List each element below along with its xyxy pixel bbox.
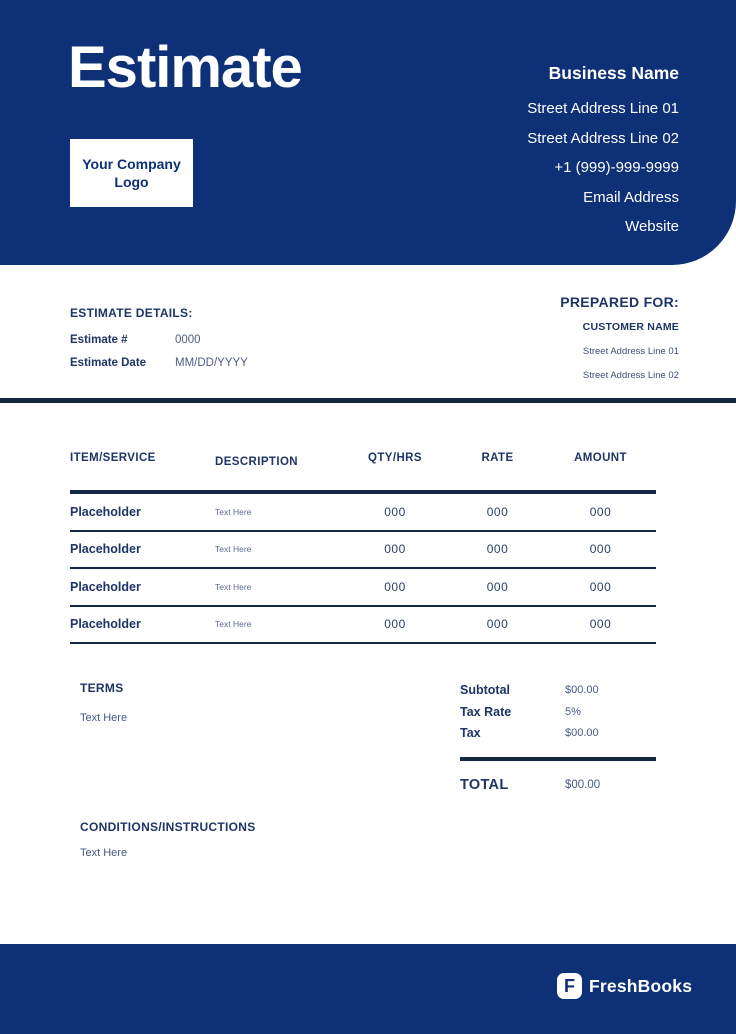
totals-block: [460, 680, 656, 793]
estimate-details-block: [70, 306, 248, 374]
terms-heading: TERMS: [80, 681, 124, 695]
rate-cell: 000: [486, 579, 509, 594]
business-address-line-2: Street Address Line 02: [527, 129, 679, 147]
qty-cell: 000: [384, 542, 406, 557]
table-row: [70, 532, 656, 570]
subtotal-label: Subtotal: [460, 683, 510, 697]
description-cell: Text Here: [215, 581, 252, 592]
subtotal-value: $00.00: [565, 684, 599, 696]
description-cell: Text Here: [215, 506, 252, 517]
tax-rate-value: 5%: [565, 705, 581, 718]
customer-address-line-2: Street Address Line 02: [582, 370, 679, 381]
footer-banner: [0, 944, 736, 1034]
page-title: Estimate: [68, 35, 302, 100]
business-name: Business Name: [548, 63, 679, 83]
estimate-date-label: Estimate Date: [70, 356, 147, 369]
business-email: Email Address: [583, 188, 679, 206]
description-cell: Text Here: [215, 544, 252, 555]
rate-cell: 000: [486, 542, 509, 557]
item-cell: Placeholder: [70, 617, 141, 632]
conditions-block: [80, 820, 256, 859]
tax-value: $00.00: [565, 727, 599, 739]
total-row: [460, 777, 656, 793]
item-cell: Placeholder: [70, 579, 141, 594]
freshbooks-brand-name: FreshBooks: [589, 975, 693, 996]
rate-cell: 000: [486, 617, 509, 632]
business-website: Website: [625, 218, 679, 235]
terms-text: Text Here: [80, 712, 128, 724]
item-cell: Placeholder: [70, 504, 141, 519]
estimate-details-heading: ESTIMATE DETAILS:: [70, 306, 193, 320]
qty-cell: 000: [384, 579, 406, 594]
col-header-item: ITEM/SERVICE: [70, 452, 156, 464]
col-header-qty: QTY/HRS: [368, 452, 422, 464]
amount-cell: 000: [589, 579, 612, 594]
table-row: [70, 607, 656, 645]
terms-block: [80, 681, 127, 724]
col-header-description: DESCRIPTION: [215, 456, 298, 468]
table-row: [70, 569, 656, 607]
header-banner: [0, 0, 736, 265]
business-info-block: [527, 62, 679, 242]
totals-divider: [460, 757, 656, 761]
col-header-rate: RATE: [481, 452, 514, 464]
items-table: [70, 440, 656, 644]
estimate-number-value: 0000: [175, 334, 201, 346]
amount-cell: 000: [589, 617, 612, 632]
business-address-line-1: Street Address Line 01: [527, 100, 679, 117]
tax-label: Tax: [460, 726, 481, 740]
table-row: [70, 494, 656, 532]
qty-cell: 000: [384, 617, 406, 632]
total-value: $00.00: [565, 778, 601, 791]
section-divider: [0, 398, 736, 403]
item-cell: Placeholder: [70, 542, 141, 557]
prepared-for-heading: PREPARED FOR:: [560, 294, 679, 310]
col-header-amount: AMOUNT: [574, 452, 627, 464]
description-cell: Text Here: [215, 619, 252, 630]
company-logo-placeholder: [70, 139, 193, 207]
company-logo-text: Your Company Logo: [82, 155, 181, 190]
amount-cell: 000: [589, 542, 612, 557]
estimate-date-row: [70, 352, 248, 375]
amount-cell: 000: [589, 504, 612, 519]
conditions-text: Text Here: [80, 847, 128, 859]
freshbooks-brand: [557, 973, 692, 999]
conditions-heading: CONDITIONS/INSTRUCTIONS: [80, 820, 256, 834]
qty-cell: 000: [384, 504, 406, 519]
estimate-number-row: [70, 329, 248, 352]
subtotal-row: [460, 680, 656, 702]
table-header-row: [70, 440, 656, 494]
freshbooks-logo-icon: F: [557, 973, 582, 999]
prepared-for-block: [560, 294, 679, 381]
customer-name: CUSTOMER NAME: [582, 321, 679, 333]
tax-row: [460, 723, 656, 745]
customer-address-line-1: Street Address Line 01: [582, 346, 679, 357]
estimate-number-label: Estimate #: [70, 334, 128, 346]
rate-cell: 000: [486, 504, 509, 519]
tax-rate-label: Tax Rate: [460, 704, 512, 719]
total-label: TOTAL: [460, 776, 509, 793]
business-phone: +1 (999)-999-9999: [554, 159, 679, 176]
estimate-date-value: MM/DD/YYYY: [175, 356, 248, 369]
tax-rate-row: [460, 702, 656, 724]
